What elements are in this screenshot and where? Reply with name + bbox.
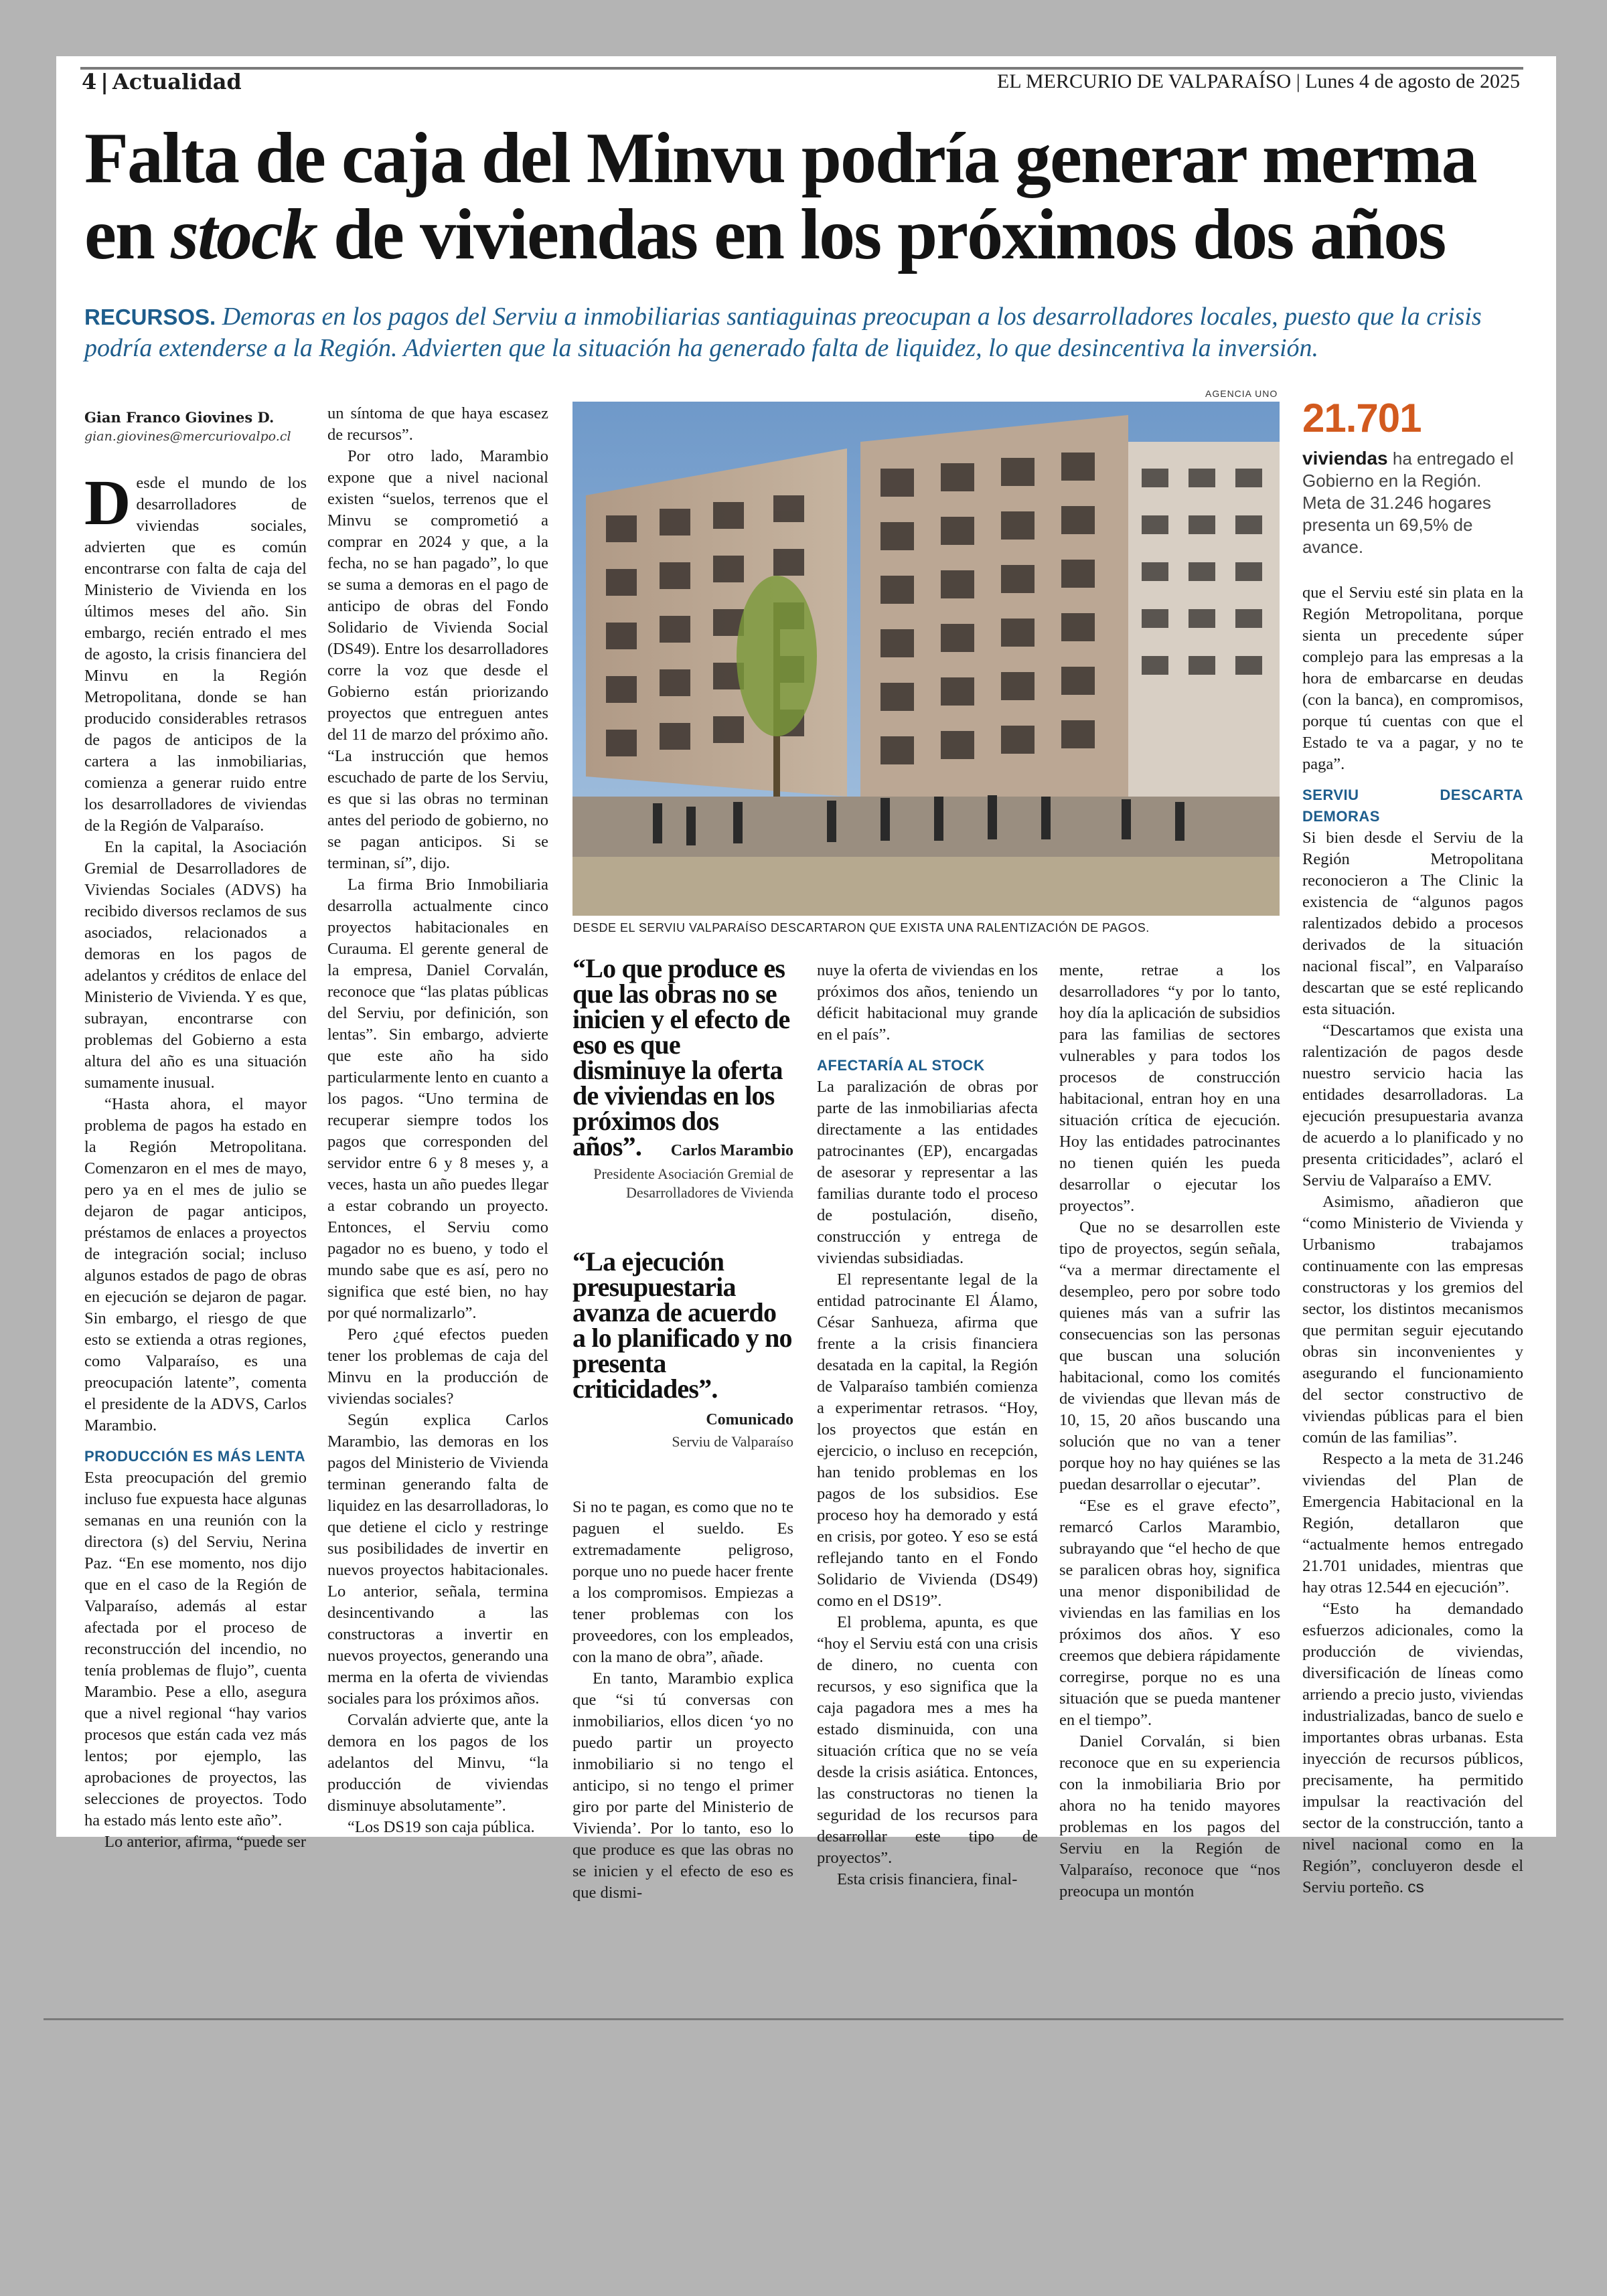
housing-photo (572, 402, 1280, 916)
subheadline (84, 301, 1524, 363)
paragraph: que el Serviu esté sin plata en la Región Metropolitana, porque sienta un precedente súper complejo para las empresas a la hora de embarcarse en deudas (con la banca), en compromisos, porque tú cuentas con que el Estado te va a pagar, y no te paga”. (1302, 584, 1523, 773)
paragraph: En la capital, la Asociación Gremial de Desarrolladores de Viviendas Sociales (ADVS) ha recibido diversos reclamos de sus asociados, relacionados a demoras en los pagos de adelantos y créditos de enlace del Ministerio de Vivienda. Y es que, subrayan, encontrarse con problemas del Gobierno a esta altura del año es una situación sumamente inusual. (84, 838, 307, 1092)
paragraph: La firma Brio Inmobiliaria desarrolla actualmente cinco proyectos habitacionales en Curauma. El gerente general de la empresa, Daniel Corvalán, reconoce que “las platas públicas del Serviu, por definición, son lentas”. Sin embargo, advierte que este año ha sido particularmente lento en cuanto a los pagos. “Uno termina de recuperar siempre todos los pagos que corresponden del servidor entre 6 y 8 meses y, a veces, hasta un año puedes llegar a estar cobrando un proyecto. Entonces, el Serviu como pagador no es bueno, y todo el mundo sabe que es así, pero no significa que esté bien, no hay por qué normalizarlo”. (327, 876, 548, 1322)
paragraph: Lo anterior, afirma, “puede ser (104, 1833, 307, 1851)
headline-post: de viviendas en los próximos dos años (316, 195, 1446, 274)
article-column-2 (327, 403, 548, 1838)
author-email: gian.giovines@mercuriovalpo.cl (84, 429, 291, 444)
paragraph: Asimismo, añadieron que “como Ministerio de Vivienda y Urbanismo trabajamos continuamente con las empresas constructoras y los gremios del sector, los distintos mecanismos que permitan seguir ejecutando obras sin inconvenientes y asegurando el funcionamiento del sector constructivo de viviendas públicas para el bien común de las familias”. (1302, 1193, 1523, 1447)
byline (84, 408, 315, 446)
headline-line-2 (84, 197, 1524, 273)
page-number: 4 (82, 69, 97, 94)
paragraph: “Los DS19 son caja pública. (348, 1818, 535, 1836)
paragraph: En tanto, Marambio explica que “si tú conversas con inmobiliarios, ellos dicen ‘yo no puedo partir un proyecto inmobiliario si no tengo el anticipo, si no tengo el primer giro por parte del Ministerio de Vivienda’. Por lo tanto, eso lo que produce es que las obras no se inicien y el efecto de eso es que dismi- (572, 1669, 793, 1902)
paragraph: Por otro lado, Marambio expone que a nivel nacional existen “suelos, terrenos que el Minvu se comprometió a comprar en 2024 y que, a la fecha, no se han pagado”, lo que se suma a demoras en el pago de anticipo de obras del Fondo Solidario de Vivienda Social (DS49). Entre los desarrolladores corre la voz que desde el Gobierno están priorizando proyectos que entreguen antes del 11 de marzo del próximo año. “La instrucción que hemos escuchado de parte de los Serviu, es que si las obras no terminan antes del periodo de gobierno, no se pagan anticipos. Si se terminan, sí”, dijo. (327, 447, 548, 872)
headline (84, 120, 1524, 273)
subheading: AFECTARÍA AL STOCK (817, 1057, 985, 1074)
publication-name: EL MERCURIO DE VALPARAÍSO (996, 70, 1292, 92)
publication-header: EL MERCURIO DE VALPARAÍSO | Lunes 4 de agosto de 2025 (996, 70, 1520, 92)
headline-italic: stock (171, 195, 317, 274)
article-column-6 (1302, 582, 1523, 1898)
paragraph (84, 467, 307, 837)
paragraph: Que no se desarrollen este tipo de proyectos, según señala, “va a mermar directamente el desempleo, pero por sobre todo quienes más van a sufrir las consecuencias son las personas que buscan una solución habitacional, como los comités de viviendas que llevan más de 10, 15, 20 años buscando una solución que no van a tener porque hoy no hay quiénes se las puedan desarrollar o ejecutar”. (1059, 1218, 1280, 1493)
paragraph: “Hasta ahora, el mayor problema de pagos ha estado en la Región Metropolitana. Comenzaron en el mes de mayo, pero ya en el mes de julio se dejaron de pagar anticipos, préstamos de enlaces a proyectos de integración social; incluso algunos estados de pago de obras en ejecución se dejaron de pagar. Sin embargo, el riesgo de que esto se extienda a otras regiones, como Valparaíso, es una preocupación latente”, comenta el presidente de la ADVS, Carlos Marambio. (84, 1095, 307, 1434)
pull-quote-1-author: Carlos Marambio (670, 1142, 793, 1159)
headline-line-1: Falta de caja del Minvu podría generar merma (84, 118, 1476, 198)
author-name: Gian Franco Giovines D. (84, 409, 275, 426)
article-column-4 (817, 960, 1038, 1890)
stat-sub: Meta de 31.246 hogares presenta un 69,5% de avance. (1302, 493, 1491, 557)
subheadline-kicker: RECURSOS. (84, 305, 216, 329)
pull-quote-2: “La ejecución presupuestaria avanza de acuerdo a lo planificado y no presenta criticidades”. (572, 1246, 792, 1404)
paragraph: “Descartamos que exista una ralentización de pagos desde nuestro servicio hacia las entidades desarrolladoras. La ejecución presupuestaria avanza de acuerdo a lo planificado y no presenta criticidades”, aclaró el Serviu de Valparaíso a EMV. (1302, 1021, 1523, 1190)
section-header: 4 | Actualidad (82, 69, 242, 94)
paragraph: El problema, apunta, es que “hoy el Serviu está con una crisis de dinero, no cuenta con recursos, y eso significa que la caja pagadora mes a mes ha estado disminuida, con una situación crítica que no se veía desde la crisis asiática. Entonces, las constructoras no tienen la seguridad de los recursos para desarrollar este tipo de proyectos”. (817, 1613, 1038, 1867)
section-name: Actualidad (112, 69, 242, 94)
paragraph: Esta crisis financiera, final- (837, 1870, 1018, 1888)
article-column-3 (572, 1497, 793, 1904)
paragraph: Corvalán advierte que, ante la demora en los pagos de los adelantos del Minvu, “la producción de viviendas disminuye absolutamente”. (327, 1711, 548, 1815)
paragraph: Pero ¿qué efectos pueden tener los problemas de caja del Minvu en la producción de viviendas sociales? (327, 1325, 548, 1408)
end-mark: cs (1407, 1878, 1424, 1896)
stat-text: ha entregado el Gobierno en la Región. (1302, 448, 1514, 491)
subheading: SERVIU DESCARTA DEMORAS (1302, 787, 1523, 825)
drop-cap: D (84, 467, 131, 538)
pull-quote-2-role: Serviu de Valparaíso (672, 1433, 793, 1450)
subheading: PRODUCCIÓN ES MÁS LENTA (84, 1448, 306, 1465)
paragraph: La paralización de obras por parte de las inmobiliarias afecta directamente a las entidades patrocinantes (EP), encargadas de asesorar y representar a las familias durante todo el proceso de postulación, diseño, construcción y entrega de viviendas subsidiadas. (817, 1078, 1038, 1267)
paragraph: Respecto a la meta de 31.246 viviendas del Plan de Emergencia Habitacional en la Región, detallaron que “actualmente hemos entregado 21.701 unidades, mientras que hay otras 12.544 en ejecución”. (1302, 1450, 1523, 1596)
paragraph-text: “Esto ha demandado esfuerzos adicionales, como la producción de viviendas, diversificación de líneas como arriendo a precio justo, viviendas industrializadas, banco de suelo e importantes obras urbanas. Esta inyección de recursos públicos, precisamente, ha permitido impulsar la reactivación del sector de la construcción, tanto a nivel nacional como en la Región”, concluyeron desde el Serviu porteño. (1302, 1600, 1523, 1896)
pull-quote-1-role: Presidente Asociación Gremial de Desarrolladores de Vivienda (593, 1165, 793, 1201)
paragraph: El representante legal de la entidad patrocinante El Álamo, César Sanhueza, afirma que frente a la crisis financiera desatada en la capital, la Región de Valparaíso también comienza a experimentar retrasos. “Hoy, los proyectos que están en ejercicio, o incluso en recepción, han tenido problemas en los pagos de los subsidios. Ese proceso hoy ha demorado y está en crisis, por goteo. Y eso se está reflejando tanto en el Fondo Solidario de Vivienda (DS49) como en el DS19”. (817, 1270, 1038, 1610)
paragraph-text: esde el mundo de los desarrolladores de viviendas sociales, advierten que es común encontrarse con falta de caja del Ministerio de Vivienda en los últimos meses del año. Sin embargo, recién entrado el mes de agosto, la crisis financiera del Minvu en la Región Metropolitana, donde se han producido considerables retrasos de pagos de anticipos de la cartera a las inmobiliarias, comienza a generar ruido entre los desarrolladores de viviendas de la Región de Valparaíso. (84, 474, 307, 835)
paragraph: Si bien desde el Serviu de la Región Metropolitana reconocieron a The Clinic la existencia de “algunos pagos ralentizados debido a procesos derivados de la situación nacional fiscal”, en Valparaíso descartan que se esté replicando esta situación. (1302, 829, 1523, 1018)
headline-pre: en (84, 195, 171, 274)
photo-credit: AGENCIA UNO (1205, 388, 1278, 399)
subheadline-text: Demoras en los pagos del Serviu a inmobiliarias santiaguinas preocupan a los desarrolladores locales, puesto que la crisis podría extenderse a la Región. Advierten que la situación ha generado falta de liquidez, lo que desincentiva la inversión. (84, 303, 1482, 362)
stat-description (1302, 447, 1523, 558)
apartment-buildings-image (572, 402, 1280, 916)
article-column-1 (84, 467, 307, 1853)
paragraph: un síntoma de que haya escasez de recursos”. (327, 404, 548, 444)
photo-caption: DESDE EL SERVIU VALPARAÍSO DESCARTARON QUE EXISTA UNA RALENTIZACIÓN DE PAGOS. (573, 921, 1150, 934)
paragraph: “Ese es el grave efecto”, remarcó Carlos Marambio, subrayando que “el hecho de que se paralicen obras hoy, significa una menor disponibilidad de viviendas en las familias en los próximos dos años. Y eso creemos que debiera rápidamente corregirse, porque no es una situación que se pueda mantener en el tiempo”. (1059, 1497, 1280, 1729)
pull-quote-1: “Lo que produce es que las obras no se inicien y el efecto de eso es que disminuye la oferta de viviendas en los próximos dos años”. (572, 953, 790, 1161)
paragraph: Según explica Carlos Marambio, las demoras en los pagos del Ministerio de Vivienda terminan generando falta de liquidez en las desarrolladoras, lo que detiene el ciclo y restringe sus posibilidades de invertir en nuevos proyectos habitacionales. Lo anterior, señala, termina desincentivando a las constructoras a invertir en nuevos proyectos, generando una merma en la oferta de viviendas sociales para los próximos años. (327, 1411, 548, 1708)
pull-quote-2-author: Comunicado (706, 1411, 793, 1428)
stat-label: viviendas (1302, 448, 1388, 469)
article-column-5 (1059, 960, 1280, 1902)
stat-number: 21.701 (1302, 396, 1422, 440)
page-bottom-rule (44, 2018, 1563, 2020)
paragraph: mente, retrae a los desarrolladores “y por lo tanto, hoy día la aplicación de subsidios para las familias de sectores vulnerables y para todos los procesos de construcción habitacional, entran hoy en una situación crítica de ejecución. Hoy las entidades patrocinantes no tienen quién les pueda desarrollar o ejecutar los proyectos”. (1059, 961, 1280, 1215)
paragraph (1302, 1598, 1523, 1898)
paragraph: Esta preocupación del gremio incluso fue expuesta hace algunas semanas en una reunión con la directora (s) del Serviu, Nerina Paz. “En ese momento, nos dijo que en el caso de la Región de Valparaíso, además al estar afectada por el proceso de reconstrucción del incendio, no tenía problemas de flujo”, cuenta Marambio. Pese a ello, asegura que a nivel regional “hay varios procesos que están cada vez más lentos; por ejemplo, las aprobaciones de proyectos, las selecciones de proyectos. Todo ha estado más lento este año”. (84, 1469, 307, 1829)
paragraph: nuye la oferta de viviendas en los próximos dos años, teniendo un déficit habitacional muy grande en el país”. (817, 961, 1038, 1044)
publication-date: Lunes 4 de agosto de 2025 (1305, 70, 1520, 92)
paragraph: Si no te pagan, es como que no te paguen el sueldo. Es extremadamente peligroso, porque uno no puede hacer frente a los compromisos. Empiezas a tener problemas con los proveedores, con los empleados, con la mano de obra”, añade. (572, 1498, 793, 1666)
paragraph: Daniel Corvalán, si bien reconoce que en su experiencia con la inmobiliaria Brio por ahora no ha tenido mayores problemas en los pagos del Serviu en la Región de Valparaíso, reconoce que “nos preocupa un montón (1059, 1732, 1280, 1900)
